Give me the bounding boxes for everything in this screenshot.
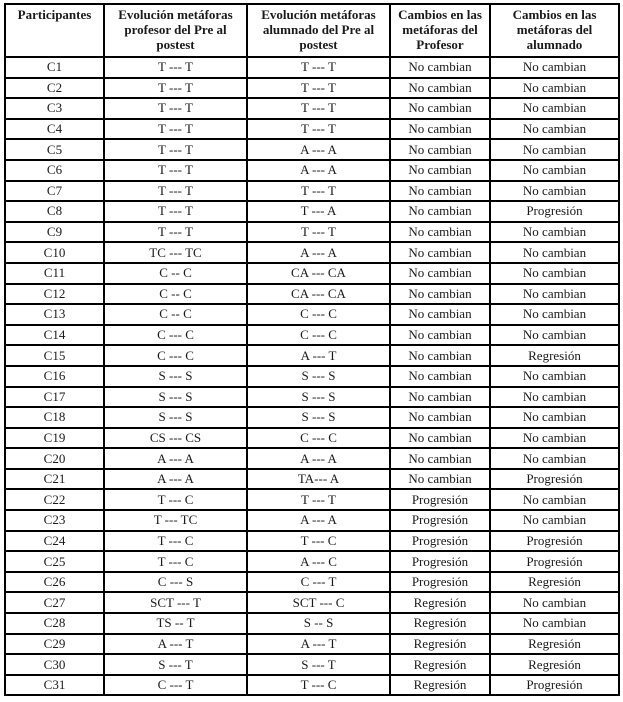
student-change-cell: Regresión: [490, 634, 619, 655]
teacher-change-cell: No cambian: [390, 98, 490, 119]
teacher-evolution-cell: A --- A: [104, 469, 247, 490]
student-change-cell: No cambian: [490, 489, 619, 510]
teacher-evolution-cell: T --- T: [104, 139, 247, 160]
student-change-cell: Progresión: [490, 531, 619, 552]
table-row: [5, 489, 619, 510]
teacher-evolution-cell: T --- T: [104, 201, 247, 222]
participant-cell: C20: [5, 448, 104, 469]
table-container: [4, 3, 620, 696]
table-row: [5, 139, 619, 160]
student-change-cell: No cambian: [490, 160, 619, 181]
teacher-change-cell: No cambian: [390, 345, 490, 366]
participant-cell: C11: [5, 263, 104, 284]
table-row: [5, 98, 619, 119]
student-change-cell: No cambian: [490, 78, 619, 99]
teacher-evolution-cell: C --- T: [104, 675, 247, 696]
student-evolution-cell: T --- T: [247, 57, 390, 78]
student-evolution-cell: A --- A: [247, 160, 390, 181]
table-row: [5, 201, 619, 222]
teacher-change-cell: No cambian: [390, 469, 490, 490]
student-change-cell: Regresión: [490, 572, 619, 593]
table-row: [5, 57, 619, 78]
table-row: [5, 572, 619, 593]
teacher-evolution-cell: C -- C: [104, 284, 247, 305]
student-change-cell: Progresión: [490, 469, 619, 490]
student-change-cell: No cambian: [490, 98, 619, 119]
student-evolution-cell: C --- C: [247, 304, 390, 325]
teacher-change-cell: No cambian: [390, 181, 490, 202]
participant-cell: C9: [5, 222, 104, 243]
student-change-cell: No cambian: [490, 448, 619, 469]
header-participants: Participantes: [5, 4, 104, 57]
table-row: [5, 222, 619, 243]
participant-cell: C26: [5, 572, 104, 593]
teacher-evolution-cell: C --- C: [104, 345, 247, 366]
table-row: [5, 634, 619, 655]
student-evolution-cell: S --- S: [247, 407, 390, 428]
participant-cell: C2: [5, 78, 104, 99]
teacher-change-cell: No cambian: [390, 366, 490, 387]
participant-cell: C5: [5, 139, 104, 160]
student-evolution-cell: S -- S: [247, 613, 390, 634]
teacher-evolution-cell: T --- C: [104, 551, 247, 572]
participant-cell: C10: [5, 242, 104, 263]
teacher-evolution-cell: C -- C: [104, 263, 247, 284]
participant-cell: C23: [5, 510, 104, 531]
teacher-change-cell: No cambian: [390, 222, 490, 243]
table-row: [5, 428, 619, 449]
table-row: [5, 592, 619, 613]
participant-cell: C30: [5, 654, 104, 675]
table-row: [5, 387, 619, 408]
student-evolution-cell: A --- A: [247, 448, 390, 469]
participant-cell: C8: [5, 201, 104, 222]
table-row: [5, 366, 619, 387]
student-evolution-cell: A --- T: [247, 345, 390, 366]
teacher-change-cell: No cambian: [390, 57, 490, 78]
participant-cell: C21: [5, 469, 104, 490]
student-evolution-cell: C --- T: [247, 572, 390, 593]
table-row: [5, 407, 619, 428]
participant-cell: C19: [5, 428, 104, 449]
participant-cell: C4: [5, 119, 104, 140]
participant-cell: C1: [5, 57, 104, 78]
student-evolution-cell: A --- A: [247, 242, 390, 263]
student-change-cell: No cambian: [490, 284, 619, 305]
table-row: [5, 531, 619, 552]
student-change-cell: No cambian: [490, 510, 619, 531]
teacher-change-cell: No cambian: [390, 139, 490, 160]
teacher-change-cell: Regresión: [390, 634, 490, 655]
student-change-cell: No cambian: [490, 304, 619, 325]
teacher-change-cell: No cambian: [390, 201, 490, 222]
student-change-cell: No cambian: [490, 428, 619, 449]
student-evolution-cell: A --- T: [247, 634, 390, 655]
teacher-change-cell: No cambian: [390, 263, 490, 284]
participant-cell: C13: [5, 304, 104, 325]
header-teacher-changes: Cambios en las metáforas del Profesor: [390, 4, 490, 57]
student-evolution-cell: CA --- CA: [247, 284, 390, 305]
teacher-evolution-cell: S --- S: [104, 407, 247, 428]
participant-cell: C22: [5, 489, 104, 510]
teacher-evolution-cell: C -- C: [104, 304, 247, 325]
student-change-cell: No cambian: [490, 387, 619, 408]
participant-cell: C27: [5, 592, 104, 613]
teacher-evolution-cell: T --- T: [104, 98, 247, 119]
student-change-cell: No cambian: [490, 325, 619, 346]
student-change-cell: No cambian: [490, 613, 619, 634]
teacher-change-cell: No cambian: [390, 160, 490, 181]
table-row: [5, 181, 619, 202]
teacher-evolution-cell: S --- S: [104, 366, 247, 387]
teacher-change-cell: No cambian: [390, 325, 490, 346]
student-change-cell: No cambian: [490, 592, 619, 613]
student-evolution-cell: T --- T: [247, 222, 390, 243]
student-change-cell: No cambian: [490, 263, 619, 284]
teacher-evolution-cell: S --- S: [104, 387, 247, 408]
student-change-cell: No cambian: [490, 222, 619, 243]
table-row: [5, 613, 619, 634]
teacher-change-cell: No cambian: [390, 242, 490, 263]
student-evolution-cell: T --- T: [247, 181, 390, 202]
table-row: [5, 263, 619, 284]
participant-cell: C17: [5, 387, 104, 408]
student-evolution-cell: T --- T: [247, 119, 390, 140]
table-body: [5, 57, 619, 695]
table-row: [5, 551, 619, 572]
table-row: [5, 242, 619, 263]
table-row: [5, 654, 619, 675]
student-change-cell: Progresión: [490, 551, 619, 572]
participant-cell: C18: [5, 407, 104, 428]
student-evolution-cell: SCT --- C: [247, 592, 390, 613]
header-teacher-evolution: Evolución metáforas profesor del Pre al postest: [104, 4, 247, 57]
participant-cell: C24: [5, 531, 104, 552]
student-change-cell: No cambian: [490, 366, 619, 387]
student-change-cell: Progresión: [490, 675, 619, 696]
teacher-evolution-cell: T --- T: [104, 78, 247, 99]
teacher-change-cell: Progresión: [390, 551, 490, 572]
student-change-cell: No cambian: [490, 139, 619, 160]
participant-cell: C6: [5, 160, 104, 181]
student-evolution-cell: T --- C: [247, 531, 390, 552]
student-evolution-cell: C --- C: [247, 325, 390, 346]
table-row: [5, 284, 619, 305]
student-evolution-cell: A --- C: [247, 551, 390, 572]
student-evolution-cell: A --- A: [247, 510, 390, 531]
teacher-change-cell: No cambian: [390, 387, 490, 408]
participant-cell: C12: [5, 284, 104, 305]
teacher-evolution-cell: A --- T: [104, 634, 247, 655]
teacher-evolution-cell: SCT --- T: [104, 592, 247, 613]
student-evolution-cell: TA--- A: [247, 469, 390, 490]
teacher-change-cell: Progresión: [390, 531, 490, 552]
table-row: [5, 469, 619, 490]
teacher-change-cell: No cambian: [390, 428, 490, 449]
student-evolution-cell: S --- S: [247, 387, 390, 408]
table-row: [5, 448, 619, 469]
table-row: [5, 345, 619, 366]
teacher-change-cell: No cambian: [390, 407, 490, 428]
student-change-cell: No cambian: [490, 181, 619, 202]
teacher-evolution-cell: TS -- T: [104, 613, 247, 634]
teacher-change-cell: Regresión: [390, 654, 490, 675]
teacher-evolution-cell: T --- TC: [104, 510, 247, 531]
student-change-cell: No cambian: [490, 242, 619, 263]
teacher-evolution-cell: T --- T: [104, 119, 247, 140]
teacher-evolution-cell: T --- T: [104, 222, 247, 243]
metaphor-evolution-table: [4, 3, 620, 696]
teacher-change-cell: Regresión: [390, 613, 490, 634]
teacher-change-cell: No cambian: [390, 448, 490, 469]
teacher-evolution-cell: T --- C: [104, 489, 247, 510]
student-change-cell: Regresión: [490, 654, 619, 675]
teacher-change-cell: Progresión: [390, 489, 490, 510]
table-row: [5, 160, 619, 181]
participant-cell: C15: [5, 345, 104, 366]
table-row: [5, 510, 619, 531]
teacher-change-cell: Regresión: [390, 675, 490, 696]
teacher-evolution-cell: C --- C: [104, 325, 247, 346]
student-evolution-cell: T --- T: [247, 98, 390, 119]
student-change-cell: No cambian: [490, 119, 619, 140]
teacher-change-cell: No cambian: [390, 284, 490, 305]
teacher-change-cell: No cambian: [390, 78, 490, 99]
header-row: [5, 4, 619, 57]
table-row: [5, 78, 619, 99]
teacher-evolution-cell: T --- T: [104, 160, 247, 181]
teacher-evolution-cell: T --- T: [104, 181, 247, 202]
table-row: [5, 675, 619, 696]
table-row: [5, 119, 619, 140]
teacher-evolution-cell: CS --- CS: [104, 428, 247, 449]
participant-cell: C3: [5, 98, 104, 119]
teacher-evolution-cell: TC --- TC: [104, 242, 247, 263]
teacher-evolution-cell: T --- T: [104, 57, 247, 78]
teacher-evolution-cell: T --- C: [104, 531, 247, 552]
student-evolution-cell: S --- T: [247, 654, 390, 675]
student-evolution-cell: S --- S: [247, 366, 390, 387]
teacher-change-cell: Progresión: [390, 572, 490, 593]
teacher-change-cell: Regresión: [390, 592, 490, 613]
table-row: [5, 325, 619, 346]
teacher-evolution-cell: A --- A: [104, 448, 247, 469]
student-change-cell: Progresión: [490, 201, 619, 222]
student-change-cell: Regresión: [490, 345, 619, 366]
participant-cell: C31: [5, 675, 104, 696]
teacher-change-cell: Progresión: [390, 510, 490, 531]
student-evolution-cell: T --- T: [247, 489, 390, 510]
participant-cell: C16: [5, 366, 104, 387]
student-evolution-cell: C --- C: [247, 428, 390, 449]
student-change-cell: No cambian: [490, 407, 619, 428]
student-evolution-cell: T --- T: [247, 78, 390, 99]
student-evolution-cell: T --- A: [247, 201, 390, 222]
participant-cell: C29: [5, 634, 104, 655]
teacher-change-cell: No cambian: [390, 119, 490, 140]
student-evolution-cell: A --- A: [247, 139, 390, 160]
teacher-evolution-cell: C --- S: [104, 572, 247, 593]
student-evolution-cell: T --- C: [247, 675, 390, 696]
teacher-change-cell: No cambian: [390, 304, 490, 325]
participant-cell: C7: [5, 181, 104, 202]
header-student-changes: Cambios en las metáforas del alumnado: [490, 4, 619, 57]
participant-cell: C14: [5, 325, 104, 346]
table-row: [5, 304, 619, 325]
student-evolution-cell: CA --- CA: [247, 263, 390, 284]
teacher-evolution-cell: S --- T: [104, 654, 247, 675]
student-change-cell: No cambian: [490, 57, 619, 78]
participant-cell: C28: [5, 613, 104, 634]
header-student-evolution: Evolución metáforas alumnado del Pre al postest: [247, 4, 390, 57]
participant-cell: C25: [5, 551, 104, 572]
